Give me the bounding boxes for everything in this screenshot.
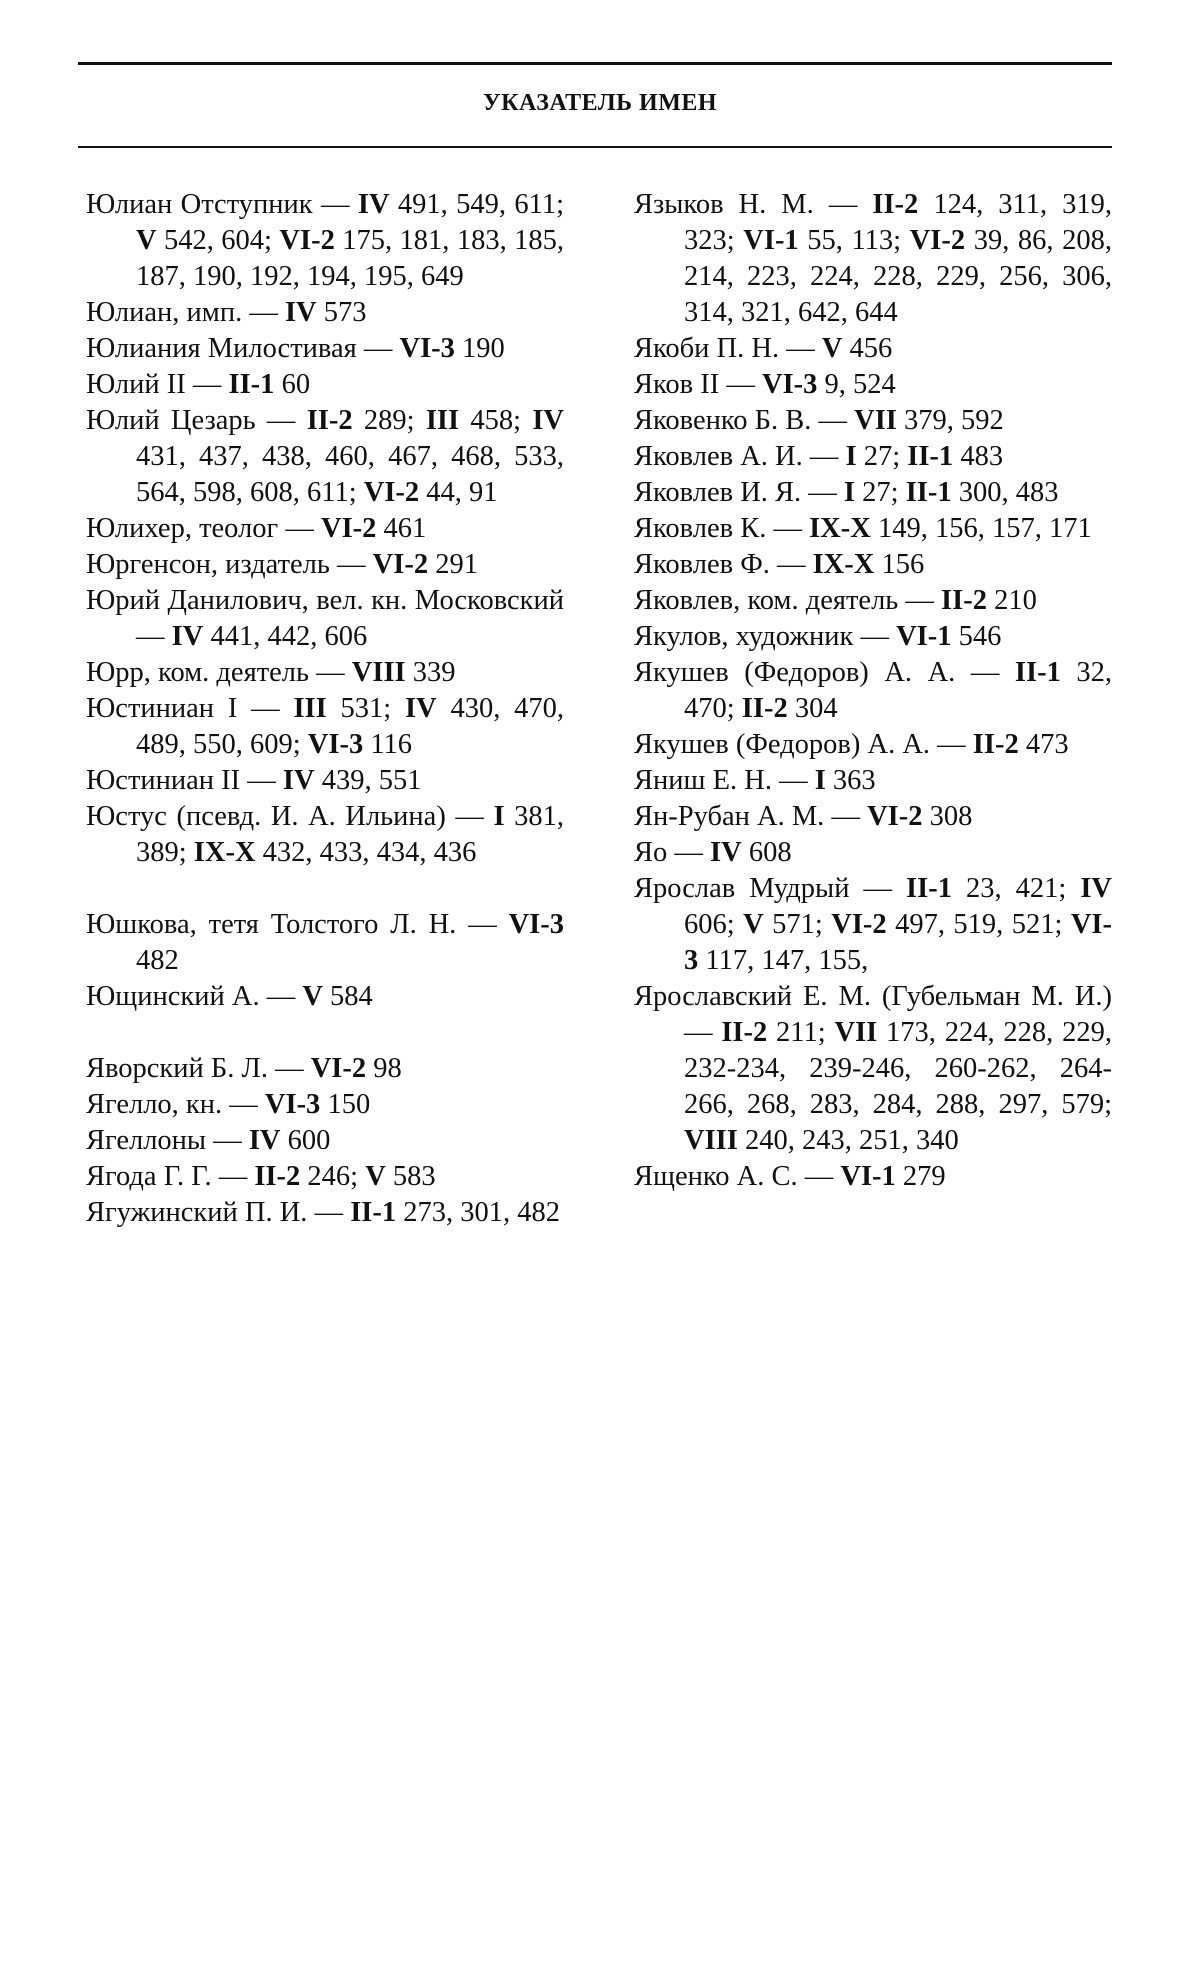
index-entry: Ярославский Е. М. (Губельман М. И.) — II-2 211; VII 173, 224, 228, 229, 232-234, 239-246, 260-262, 264-266, 268, 283, 284, 288, 297, 579; VIII 240, 243, 251, 340: [634, 981, 1112, 1156]
entry-refs: VI-2 461: [320, 513, 427, 544]
entry-refs: VI-1 546: [896, 621, 1002, 652]
entry-name: Ященко А. С.: [634, 1161, 798, 1192]
volume-ref: II-1: [1014, 657, 1061, 688]
volume-ref: VI-3: [761, 369, 818, 400]
index-entry: Ярослав Мудрый — II-1 23, 421; IV 606; V 571; VI-2 497, 519, 521; VI-3 117, 147, 155,: [634, 873, 1113, 976]
entry-refs: VI-3 9, 524: [761, 369, 896, 400]
index-entry: Юргенсон, издатель — VI-2 291: [86, 549, 478, 580]
volume-ref: VI-3: [684, 909, 1113, 976]
volume-ref: I: [845, 441, 857, 472]
entry-refs: II-1 273, 301, 482: [350, 1197, 560, 1228]
entry-name: Ягеллоны: [86, 1125, 207, 1156]
left-column: [86, 187, 564, 1231]
index-entry: Юлихер, теолог — VI-2 461: [86, 513, 427, 544]
entry-refs: IX-X 149, 156, 157, 171: [809, 513, 1092, 544]
entry-name: Юлиан, имп.: [86, 297, 243, 328]
entry-refs: II-2 246; V 583: [254, 1161, 436, 1192]
volume-ref: VIII: [351, 657, 406, 688]
entry-refs: IV 439, 551: [282, 765, 422, 796]
entry-refs: VI-1 279: [840, 1161, 946, 1192]
volume-ref: II-1: [906, 873, 952, 904]
volume-ref: IV: [357, 189, 390, 220]
index-entry: Яковлев К. — IX-X 149, 156, 157, 171: [634, 513, 1092, 544]
entry-refs: VI-2 308: [867, 801, 973, 832]
entry-refs: VI-3 190: [399, 333, 505, 364]
volume-ref: VI-1: [840, 1161, 896, 1192]
volume-ref: VI-3: [508, 909, 564, 940]
letter-gap: [86, 1015, 564, 1051]
volume-ref: II-1: [907, 441, 954, 472]
entry-name: Юстус (псевд. И. А. Ильина): [86, 801, 446, 832]
volume-ref: VI-2: [310, 1053, 367, 1084]
entry-refs: I 363: [814, 765, 876, 796]
volume-ref: II-2: [872, 189, 919, 220]
entry-name: Яковенко Б. В.: [634, 405, 812, 436]
entry-refs: VI-3 482: [136, 909, 564, 976]
entry-refs: I 27; II-1 483: [845, 441, 1004, 472]
index-entry: Юлиан Отступник — IV 491, 549, 611; V 542, 604; VI-2 175, 181, 183, 185, 187, 190, 192, 194, 195, 649: [86, 189, 565, 292]
index-entry: Юлиан, имп. — IV 573: [86, 297, 367, 328]
entry-refs: I 27; II-1 300, 483: [843, 477, 1059, 508]
volume-ref: IV: [532, 405, 564, 436]
entry-name: Яковлев, ком. деятель: [634, 585, 899, 616]
volume-ref: IX-X: [809, 513, 871, 544]
volume-ref: VI-2: [363, 477, 420, 508]
entry-refs: II-1 32, 470; II-2 304: [684, 657, 1112, 724]
entry-name: Юрий Данилович, вел. кн. Московский: [86, 585, 564, 616]
entry-refs: IV 600: [248, 1125, 331, 1156]
index-entry: Якушев (Федоров) А. А. — II-1 32, 470; II-2 304: [634, 657, 1112, 724]
index-entry: Юлий II — II-1 60: [86, 369, 311, 400]
volume-ref: IV: [710, 837, 742, 868]
volume-ref: VI-2: [320, 513, 377, 544]
index-entry: Яворский Б. Л. — VI-2 98: [86, 1053, 402, 1084]
entry-name: Яниш Е. Н.: [634, 765, 772, 796]
volume-ref: II-2: [741, 693, 788, 724]
index-entry: Ющинский А. — V 584: [86, 981, 373, 1012]
entry-name: Якушев (Федоров) А. А.: [634, 657, 956, 688]
volume-ref: I: [843, 477, 856, 508]
index-entry: Ященко А. С. — VI-1 279: [634, 1161, 946, 1192]
entry-refs: II-2 473: [972, 729, 1069, 760]
volume-ref: VI-3: [307, 729, 364, 760]
right-column: [634, 187, 1112, 1195]
entry-name: Ярослав Мудрый: [634, 873, 850, 904]
volume-ref: IV: [171, 621, 204, 652]
entry-refs: II-1 60: [228, 369, 311, 400]
entry-name: Юлиан Отступник: [86, 189, 313, 220]
entry-name: Яков II: [634, 369, 720, 400]
volume-ref: IX-X: [812, 549, 875, 580]
volume-ref: II-1: [350, 1197, 397, 1228]
entry-name: Юлихер, теолог: [86, 513, 279, 544]
volume-ref: VI-2: [867, 801, 923, 832]
entry-name: Юлий II: [86, 369, 186, 400]
entry-refs: II-2 210: [941, 585, 1037, 616]
entry-name: Юрр, ком. деятель: [86, 657, 310, 688]
entry-name: Якулов, художник: [634, 621, 854, 652]
volume-ref: IV: [282, 765, 315, 796]
volume-ref: II-2: [941, 585, 987, 616]
entry-name: Ян-Рубан А. М.: [634, 801, 825, 832]
entry-name: Ярославский Е. М. (Губельман М. И.): [634, 981, 1112, 1012]
index-entry: Яо — IV 608: [634, 837, 792, 868]
entry-refs: VI-3 150: [264, 1089, 371, 1120]
volume-ref: VI-3: [399, 333, 455, 364]
index-entry: Юстус (псевд. И. А. Ильина) — I 381, 389; IX-X 432, 433, 434, 436: [86, 801, 565, 868]
volume-ref: II-2: [721, 1017, 768, 1048]
entry-refs: III 531; IV 430, 470, 489, 550, 609; VI-3 116: [136, 693, 565, 760]
volume-ref: VI-1: [743, 225, 799, 256]
index-entry: Юлий Цезарь — II-2 289; III 458; IV 431, 437, 438, 460, 467, 468, 533, 564, 598, 608, 611; VI-2 44, 91: [86, 405, 564, 508]
index-entry: Якушев (Федоров) А. А. — II-2 473: [634, 729, 1069, 760]
entry-name: Якушев (Федоров) А. А.: [634, 729, 931, 760]
volume-ref: IV: [404, 693, 437, 724]
entry-name: Яворский Б. Л.: [86, 1053, 268, 1084]
volume-ref: V: [821, 333, 843, 364]
index-entry: Юстиниан II — IV 439, 551: [86, 765, 422, 796]
index-entry: Языков Н. М. — II-2 124, 311, 319, 323; VI-1 55, 113; VI-2 39, 86, 208, 214, 223, 224, 228, 229, 256, 306, 314, 321, 642, 644: [634, 189, 1113, 328]
entry-refs: VI-2 291: [372, 549, 478, 580]
volume-ref: VI-2: [909, 225, 966, 256]
index-entry: Ягода Г. Г. — II-2 246; V 583: [86, 1161, 436, 1192]
entry-refs: VII 379, 592: [854, 405, 1004, 436]
entry-name: Яо: [634, 837, 668, 868]
volume-ref: IX-X: [193, 837, 256, 868]
volume-ref: V: [136, 225, 157, 256]
volume-ref: IV: [284, 297, 317, 328]
index-entry: Яковлев А. И. — I 27; II-1 483: [634, 441, 1004, 472]
volume-ref: V: [365, 1161, 386, 1192]
entry-name: Якоби П. Н.: [634, 333, 780, 364]
index-entry: Ягужинский П. И. — II-1 273, 301, 482: [86, 1197, 560, 1228]
index-entry: Юрий Данилович, вел. кн. Московский — IV 441, 442, 606: [86, 585, 564, 652]
entry-refs: IV 491, 549, 611; V 542, 604; VI-2 175, 181, 183, 185, 187, 190, 192, 194, 195, 649: [136, 189, 565, 292]
entry-name: Языков Н. М.: [634, 189, 814, 220]
index-entry: Яковлев Ф. — IX-X 156: [634, 549, 925, 580]
index-entry: Якоби П. Н. — V 456: [634, 333, 893, 364]
entry-refs: IX-X 156: [812, 549, 925, 580]
entry-name: Юстиниан I: [86, 693, 238, 724]
entry-name: Ющинский А.: [86, 981, 260, 1012]
index-entry: Яковенко Б. В. — VII 379, 592: [634, 405, 1004, 436]
index-entry: Яков II — VI-3 9, 524: [634, 369, 896, 400]
entry-name: Яковлев Ф.: [634, 549, 770, 580]
entry-refs: V 584: [302, 981, 373, 1012]
index-entry: Яковлев, ком. деятель — II-2 210: [634, 585, 1037, 616]
entry-refs: IV 573: [284, 297, 367, 328]
volume-ref: I: [493, 801, 505, 832]
entry-refs: II-1 23, 421; IV 606; V 571; VI-2 497, 519, 521; VI-3 117, 147, 155,: [684, 873, 1113, 976]
volume-ref: III: [425, 405, 460, 436]
entry-refs: IV 608: [710, 837, 792, 868]
volume-ref: II-2: [972, 729, 1019, 760]
volume-ref: IV: [1080, 873, 1113, 904]
entry-name: Ягелло, кн.: [86, 1089, 223, 1120]
volume-ref: VI-3: [264, 1089, 321, 1120]
entry-name: Юлиания Милостивая: [86, 333, 357, 364]
entry-refs: II-2 289; III 458; IV 431, 437, 438, 460, 467, 468, 533, 564, 598, 608, 611; VI-2 44, 91: [136, 405, 564, 508]
volume-ref: VI-2: [372, 549, 429, 580]
volume-ref: V: [302, 981, 323, 1012]
volume-ref: II-1: [228, 369, 275, 400]
index-entry: Ягеллоны — IV 600: [86, 1125, 331, 1156]
entry-refs: V 456: [821, 333, 893, 364]
entry-refs: I 381, 389; IX-X 432, 433, 434, 436: [136, 801, 565, 868]
header-rule: [78, 146, 1112, 148]
index-entry: Юстиниан I — III 531; IV 430, 470, 489, 550, 609; VI-3 116: [86, 693, 565, 760]
entry-name: Яковлев И. Я.: [634, 477, 802, 508]
top-rule: [78, 62, 1112, 65]
volume-ref: VII: [834, 1017, 878, 1048]
index-entry: Юлиания Милостивая — VI-3 190: [86, 333, 505, 364]
page-header: УКАЗАТЕЛЬ ИМЕН: [482, 90, 718, 116]
entry-name: Ягода Г. Г.: [86, 1161, 212, 1192]
entry-refs: VIII 339: [351, 657, 456, 688]
entry-refs: II-2 211; VII 173, 224, 228, 229, 232-234, 239-246, 260-262, 264-266, 268, 283, 284, 288, 297, 579; VIII 240, 243, 251, 340: [684, 1017, 1112, 1156]
index-entry: Юрр, ком. деятель — VIII 339: [86, 657, 456, 688]
entry-name: Юлий Цезарь: [86, 405, 256, 436]
entry-name: Яковлев К.: [634, 513, 767, 544]
entry-name: Яковлев А. И.: [634, 441, 803, 472]
letter-gap: [86, 871, 564, 907]
index-entry: Ягелло, кн. — VI-3 150: [86, 1089, 371, 1120]
volume-ref: IV: [248, 1125, 281, 1156]
volume-ref: III: [293, 693, 327, 724]
volume-ref: II-1: [905, 477, 952, 508]
entry-refs: IV 441, 442, 606: [171, 621, 368, 652]
volume-ref: VI-2: [279, 225, 335, 256]
volume-ref: II-2: [306, 405, 353, 436]
volume-ref: VII: [854, 405, 897, 436]
index-entry: Яковлев И. Я. — I 27; II-1 300, 483: [634, 477, 1059, 508]
index-entry: Ян-Рубан А. М. — VI-2 308: [634, 801, 973, 832]
index-entry: Якулов, художник — VI-1 546: [634, 621, 1002, 652]
entry-name: Юшкова, тетя Толстого Л. Н.: [86, 909, 457, 940]
entry-refs: II-2 124, 311, 319, 323; VI-1 55, 113; VI-2 39, 86, 208, 214, 223, 224, 228, 229, 256, 306, 314, 321, 642, 644: [684, 189, 1113, 328]
entry-name: Юргенсон, издатель: [86, 549, 330, 580]
index-entry: Юшкова, тетя Толстого Л. Н. — VI-3 482: [86, 909, 564, 976]
volume-ref: VIII: [684, 1125, 738, 1156]
volume-ref: II-2: [254, 1161, 301, 1192]
entry-name: Ягужинский П. И.: [86, 1197, 308, 1228]
volume-ref: V: [743, 909, 764, 940]
volume-ref: VI-1: [896, 621, 952, 652]
entry-refs: VI-2 98: [310, 1053, 402, 1084]
volume-ref: VI-2: [831, 909, 887, 940]
volume-ref: I: [814, 765, 826, 796]
entry-name: Юстиниан II: [86, 765, 241, 796]
index-entry: Яниш Е. Н. — I 363: [634, 765, 876, 796]
